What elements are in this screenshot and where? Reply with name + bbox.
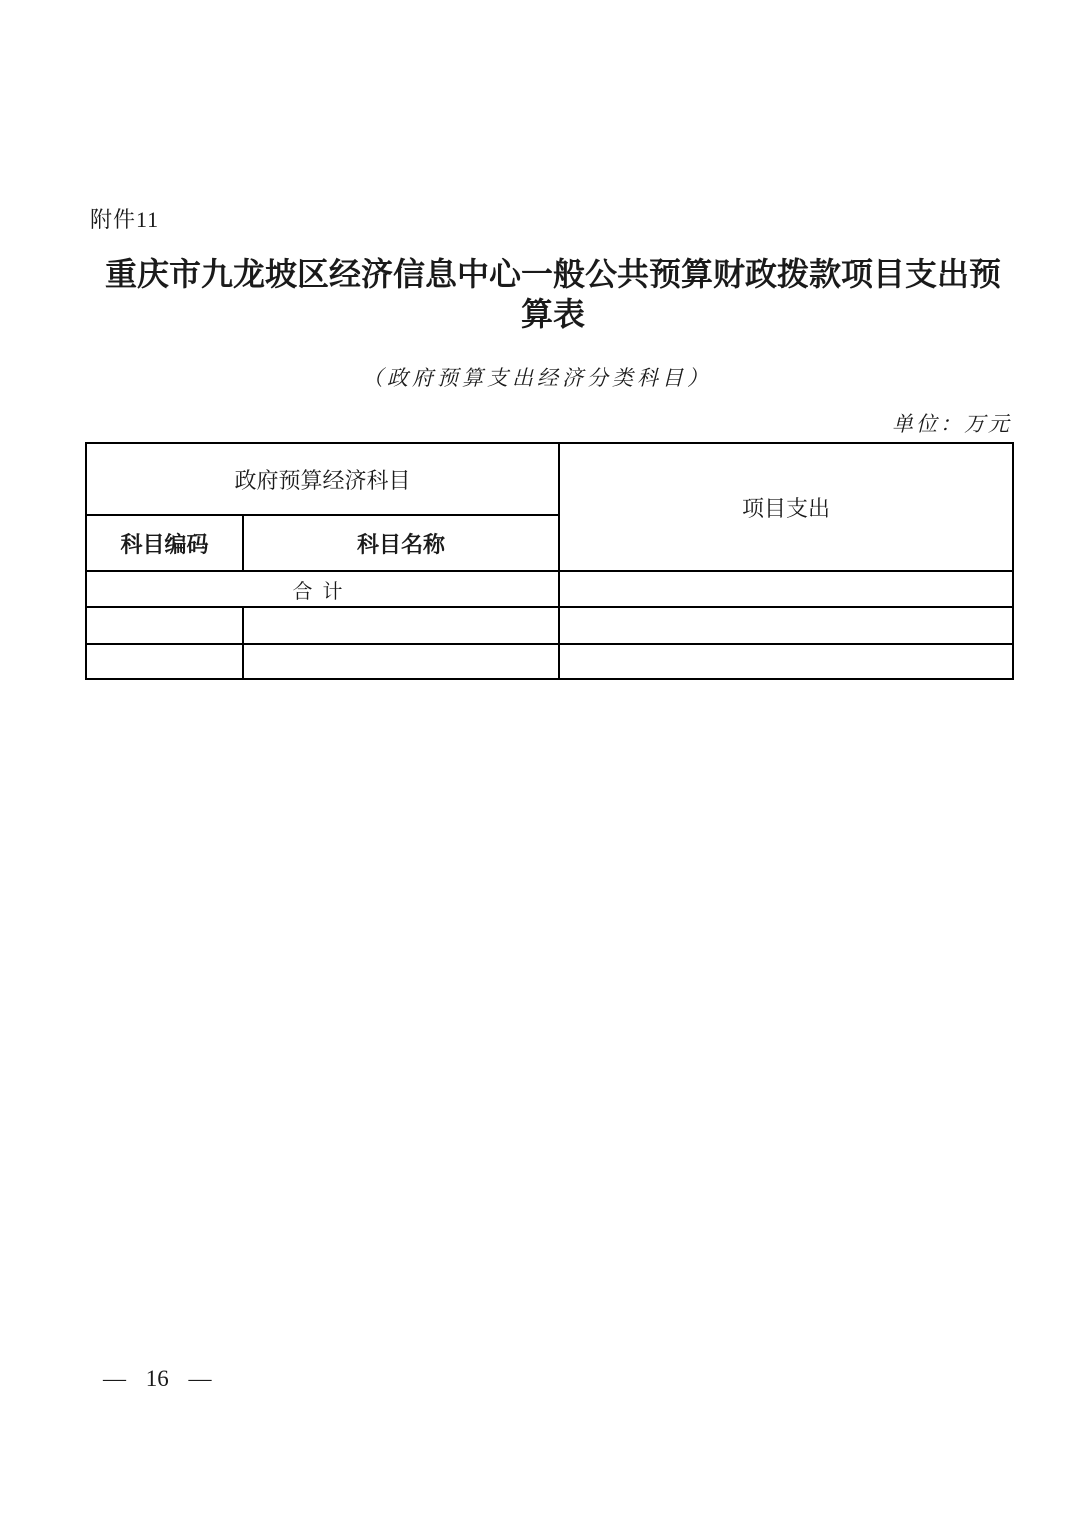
expense-cell <box>559 644 1013 679</box>
table-row-header-group <box>86 443 1013 515</box>
name-cell <box>243 607 559 644</box>
budget-table <box>85 442 1014 680</box>
header-cell-project-expense: 项目支出 <box>559 443 1013 571</box>
document-subtitle: （政府预算支出经济分类科目） <box>362 366 712 390</box>
name-cell <box>243 644 559 679</box>
table-row <box>86 607 1013 644</box>
table-row-total <box>86 571 1013 607</box>
page-number: — 16 — <box>103 1366 212 1391</box>
expense-cell <box>559 607 1013 644</box>
code-cell <box>86 607 243 644</box>
header-cell-subject-name: 科目名称 <box>243 515 559 571</box>
code-cell <box>86 644 243 679</box>
header-cell-subject-code: 科目编码 <box>86 515 243 571</box>
unit-label: 单位：万元 <box>892 412 1012 436</box>
document-title: 重庆市九龙坡区经济信息中心一般公共预算财政拨款项目支出预算表 <box>104 256 1001 332</box>
header-cell-gov-budget-group: 政府预算经济科目 <box>86 443 559 515</box>
table-row <box>86 644 1013 679</box>
attachment-label: 附件11 <box>90 207 160 232</box>
total-expense-cell <box>559 571 1013 607</box>
total-label-cell: 合计 <box>86 571 559 607</box>
